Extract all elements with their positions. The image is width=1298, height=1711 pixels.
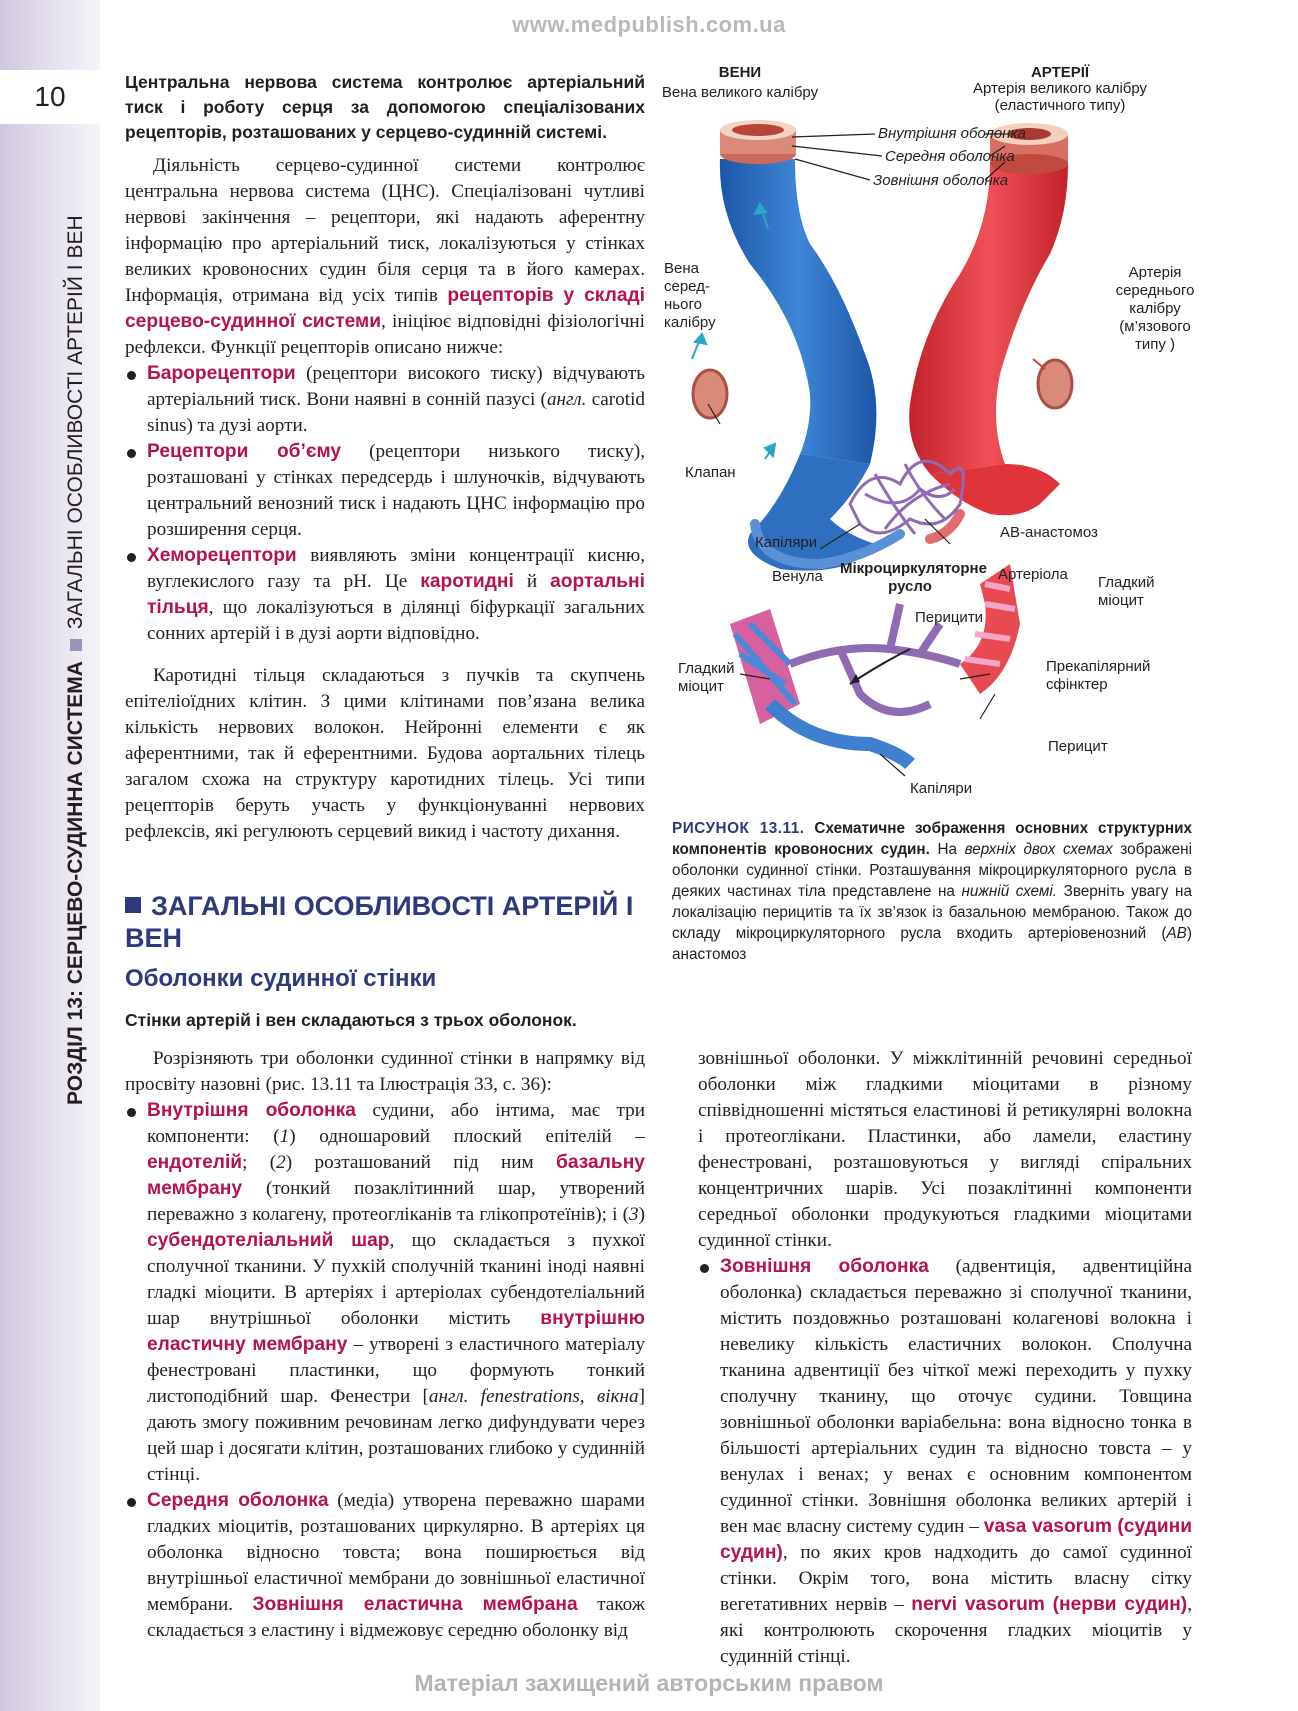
label-av-anastomosis: АВ-анастомоз bbox=[1000, 524, 1098, 541]
text: (рецептори низького тиску), розташовані у стінках передсердь і шлуночків, відчувають центральний венозний тиск і надають ЦНС інформацію про розширення серця. bbox=[147, 441, 645, 540]
text: carotid sinus) та дузі аорти. bbox=[147, 389, 645, 436]
vein-large bbox=[720, 159, 877, 464]
square-bullet-icon bbox=[125, 897, 141, 913]
label-smooth-myocyte-right bbox=[1098, 574, 1154, 610]
label-large-vein: Вена великого калібру bbox=[661, 84, 819, 101]
keyword: каротидні bbox=[420, 571, 514, 592]
label-line: серед- bbox=[664, 278, 710, 295]
label-line: сфінктер bbox=[1046, 676, 1108, 693]
artery-large bbox=[909, 164, 1068, 474]
keyword: субендотеліальний шар bbox=[147, 1230, 390, 1251]
label-line: нього bbox=[664, 296, 702, 313]
label-medium-vein bbox=[664, 260, 716, 332]
text: зображені оболонки судинної стінки. Розташування мікроциркуляторного русла в деяких частинах тіла представлене на bbox=[672, 841, 1192, 900]
keyword: Барорецептори bbox=[147, 363, 296, 384]
side-running-title bbox=[64, 215, 88, 1105]
label-tunica-adventitia: Зовнішня оболонка bbox=[873, 172, 1009, 189]
text-italic: 1 bbox=[279, 1126, 290, 1147]
label-elastic-type: (еластичного типу) bbox=[994, 97, 1126, 114]
label-pericyte: Перицит bbox=[1048, 738, 1108, 755]
left-column-bottom bbox=[125, 1046, 645, 1644]
text: ) анастомоз bbox=[672, 925, 1192, 963]
text-italic: англ. bbox=[546, 389, 587, 410]
text: , які контролюють скорочення гладких міоцитів у судинній стінці. bbox=[720, 1594, 1192, 1667]
paragraph-continued: зовнішньої оболонки. У міжклітинній речовині середньої оболонки між гладкими міоцитами в різному співвідношенні містяться еластинові й ретикулярні волокна і протеоглікани. Пластинки, або ламели, еластину фенестровані, розташовуються у вигляді спіральних концентричних шарів. Усі позаклітинні компоненти середньої оболонки продукуються гладкими міоцитами судинної стінки. bbox=[698, 1048, 1192, 1251]
label-line: Прекапілярний bbox=[1046, 658, 1151, 675]
figure-caption bbox=[672, 818, 1192, 965]
text-italic: нижній схемі. bbox=[961, 883, 1058, 900]
text: Діяльність серцево-судинної системи контролює центральна нервова система (ЦНС). Спеціалізовані чутливі нервові закінчення – рецептори, які надають аферентну інформацію про артеріальний тиск, локалізуються у стінках великих кровоносних судин біля серця та в його камерах. Інформація, отримана від усіх типів bbox=[125, 155, 645, 306]
list-item-intima bbox=[125, 1098, 645, 1488]
list-item-media bbox=[125, 1488, 645, 1644]
layers-list bbox=[125, 1098, 645, 1644]
section-heading bbox=[125, 890, 645, 954]
label-line: (м’язового bbox=[1119, 318, 1191, 335]
text-italic: 2 bbox=[276, 1152, 286, 1173]
section-heading-text: ЗАГАЛЬНІ ОСОБЛИВОСТІ АРТЕРІЙ І ВЕН bbox=[125, 891, 634, 953]
text: ] дають змогу поживним речовинам легко дифундувати через цей шар і досягати клітин, розташованих глибоко у судинній стінці. bbox=[147, 1386, 646, 1485]
label-microcirculation bbox=[840, 560, 987, 596]
chapter-title: РОЗДІЛ 13: СЕРЦЕВО-СУДИННА СИСТЕМА bbox=[64, 661, 87, 1105]
keyword: Хеморецептори bbox=[147, 545, 297, 566]
label-valve: Клапан bbox=[685, 464, 736, 481]
text: (адвентиція, адвентиційна оболонка) складається переважно зі сполучної тканини, містить поздовжньо розташовані колагенові волокна і невелику кількість еластичних волокон. Сполучна тканина адвентиції без чіткої межі переходить у пухку сполучну тканину, що оточує судини. Товщина зовнішньої оболонки варіабельна: вона відносно тонка в більшості артеріальних судин та відносно товста – у венулах і венах; у венах є основним компонентом судинної стінки. Зовнішня оболонка великих артерій і вен має власну систему судин – bbox=[720, 1256, 1192, 1537]
lead-paragraph: Центральна нервова система контролює артеріальний тиск і роботу серця за допомогою спеціалізованих рецепторів, розташованих у серцево-судинній системі. bbox=[125, 72, 645, 142]
label-line: середнього bbox=[1115, 282, 1195, 299]
layers-list-continued bbox=[698, 1254, 1192, 1670]
label-arteriole: Артеріола bbox=[998, 566, 1068, 583]
text: ) одношаровий плоский епітелій – bbox=[289, 1126, 645, 1147]
keyword: Внутрішня оболонка bbox=[147, 1100, 356, 1121]
receptor-list bbox=[125, 361, 645, 647]
watermark-bottom: Матеріал захищений авторським правом bbox=[414, 1670, 884, 1696]
text-italic: верхніх двох схемах bbox=[964, 841, 1113, 858]
list-item bbox=[125, 439, 645, 543]
text: На bbox=[929, 841, 965, 858]
text-italic: АВ bbox=[1166, 925, 1187, 942]
sub-lead: Стінки артерій і вен складаються з трьох оболонок. bbox=[125, 1010, 577, 1030]
figure-13-11 bbox=[660, 64, 1200, 804]
label-large-artery: Артерія великого калібру bbox=[972, 80, 1148, 97]
paragraph-layers-intro: Розрізняють три оболонки судинної стінки в напрямку від просвіту назовні (рис. 13.11 та Ілюстрація 33, с. 36): bbox=[125, 1048, 645, 1095]
keyword: Рецептори об’єму bbox=[147, 441, 342, 462]
paragraph-carotid: Каротидні тільця складаються з пучків та скупчень епітеліоїдних клітин. З цими клітинами пов’язана велика кількість нервових волокон. Нейронні елементи є як аферентними, так й еферентними. Будова аортальних тілець загалом схожа на структуру каротидних тілець. Усі типи рецепторів беруть участь у функціонуванні нервових рефлексів, які регулюють серцевий викид і частоту дихання. bbox=[125, 665, 645, 842]
label-line: типу ) bbox=[1134, 336, 1176, 353]
text: – утворені з еластичного матеріалу фенестровані пластинки, що формують тонкий листоподібний шар. Фенестри [ bbox=[147, 1334, 646, 1407]
label-line: калібру bbox=[664, 314, 716, 331]
label-line: калібру bbox=[1129, 300, 1181, 317]
label-line: Артерія bbox=[1128, 264, 1182, 281]
label-precapillary-sphincter bbox=[1046, 658, 1150, 694]
label-veins: ВЕНИ bbox=[718, 64, 762, 81]
text: , що локалізуються в ділянці біфуркації загальних сонних артерій і в дузі аорти відповідно. bbox=[147, 597, 645, 644]
keyword: vasa vasorum (судини судин) bbox=[720, 1516, 1192, 1563]
keyword: базальну мембрану bbox=[147, 1152, 645, 1199]
text: судини, або інтима, має три компоненти: ( bbox=[147, 1100, 645, 1147]
label-capillaries: Капіляри bbox=[755, 534, 818, 551]
label-arteries: АРТЕРІЇ bbox=[1030, 64, 1090, 81]
label-line: русло bbox=[888, 578, 932, 595]
keyword: ендотелій bbox=[147, 1152, 243, 1173]
text: Зверніть увагу на локалізацію перицитів та їх зв’язок із базальною мембраною. Також до складу мікроциркуляторного русла входить артеріовенозний ( bbox=[672, 883, 1192, 942]
text: й bbox=[513, 571, 551, 592]
list-item bbox=[125, 361, 645, 439]
vein-lumen-inner bbox=[732, 124, 784, 136]
text: також складається з еластину і відмежовує середню оболонку від bbox=[147, 1594, 645, 1641]
text: ) bbox=[638, 1204, 645, 1225]
keyword: Середня оболонка bbox=[147, 1490, 329, 1511]
text: ) розташований під ним bbox=[285, 1152, 557, 1173]
text: виявляють зміни концентрації кисню, вуглекислого газу та pH. Це bbox=[147, 545, 645, 592]
text: , що складається з пухкої сполучної тканини. У пухкій сполучній тканині іноді наявні гладкі міоцити. В артеріях і артеріолах субендотеліальний шар внутрішньої оболонки містить bbox=[147, 1230, 645, 1329]
paragraph-cns bbox=[125, 153, 645, 361]
text: (тонкий позаклітинний шар, утворений переважно з колагену, протеогліканів та глікопротеїнів); і ( bbox=[147, 1178, 645, 1225]
label-line: міоцит bbox=[1098, 592, 1144, 609]
label-medium-artery bbox=[1108, 264, 1202, 354]
vein-medium-cap bbox=[693, 370, 727, 418]
caption-number: РИСУНОК 13.11. bbox=[672, 820, 805, 837]
flow-arrow bbox=[850, 649, 910, 684]
label-line: Мікроциркуляторне bbox=[840, 560, 987, 577]
label-pericytes: Перицити bbox=[915, 609, 984, 626]
keyword: аортальні тільця bbox=[147, 571, 645, 618]
label-capillaries-bottom: Капіляри bbox=[910, 780, 973, 797]
label-line: Вена bbox=[664, 260, 699, 277]
page-number: 10 bbox=[0, 70, 100, 124]
label-tunica-intima: Внутрішня оболонка bbox=[878, 125, 1026, 142]
keyword: nervi vasorum (нерви судин) bbox=[911, 1594, 1188, 1615]
label-smooth-myocyte-left bbox=[678, 660, 734, 696]
keyword: Зовнішня еластична мембрана bbox=[252, 1594, 578, 1615]
text-italic: англ. fenestrations, вікна bbox=[428, 1386, 639, 1407]
text-italic: 3 bbox=[629, 1204, 639, 1225]
text: (рецептори високого тиску) відчувають артеріальний тиск. Вони наявні в сонній пазусі ( bbox=[147, 363, 645, 410]
square-bullet-icon bbox=[70, 639, 82, 651]
keyword: внутрішню еластичну мембрану bbox=[147, 1308, 645, 1355]
right-column-bottom bbox=[698, 1046, 1192, 1670]
left-column-top bbox=[125, 70, 645, 845]
text: ; ( bbox=[242, 1152, 277, 1173]
text: (медіа) утворена переважно шарами гладких міоцитів, розташованих циркулярно. В артеріях ця оболонка відносно товста; вона поширюється від внутрішньої еластичної мембрани до зовнішньої еластичної мембрани. bbox=[147, 1490, 645, 1615]
list-item bbox=[125, 543, 645, 647]
label-line: міоцит bbox=[678, 678, 724, 695]
label-tunica-media: Середня оболонка bbox=[885, 148, 1015, 165]
label-venule: Венула bbox=[772, 568, 823, 585]
list-item-adventitia bbox=[698, 1254, 1192, 1670]
text: , ініціює відповідні фізіологічні рефлекси. Функції рецепторів описано нижче: bbox=[125, 311, 646, 358]
label-line: Гладкий bbox=[678, 660, 735, 677]
text: , по яких кров надходить до самої судинної стінки. Окрім того, вона містить власну сітку вегетативних нервів – bbox=[720, 1542, 1192, 1615]
label-line: Гладкий bbox=[1098, 574, 1155, 591]
caption-title: Схематичне зображення основних структурних компонентів кровоносних судин. bbox=[672, 820, 1193, 858]
section-running-title: ЗАГАЛЬНІ ОСОБЛИВОСТІ АРТЕРІЙ І ВЕН bbox=[64, 215, 87, 630]
keyword: рецепторів у складі серцево-судинної системи bbox=[125, 285, 645, 332]
capillary-bed bbox=[850, 461, 963, 534]
subheading: Оболонки судинної стінки bbox=[125, 965, 437, 992]
watermark-top: www.medpublish.com.ua bbox=[512, 12, 786, 37]
keyword: Зовнішня оболонка bbox=[720, 1256, 929, 1277]
